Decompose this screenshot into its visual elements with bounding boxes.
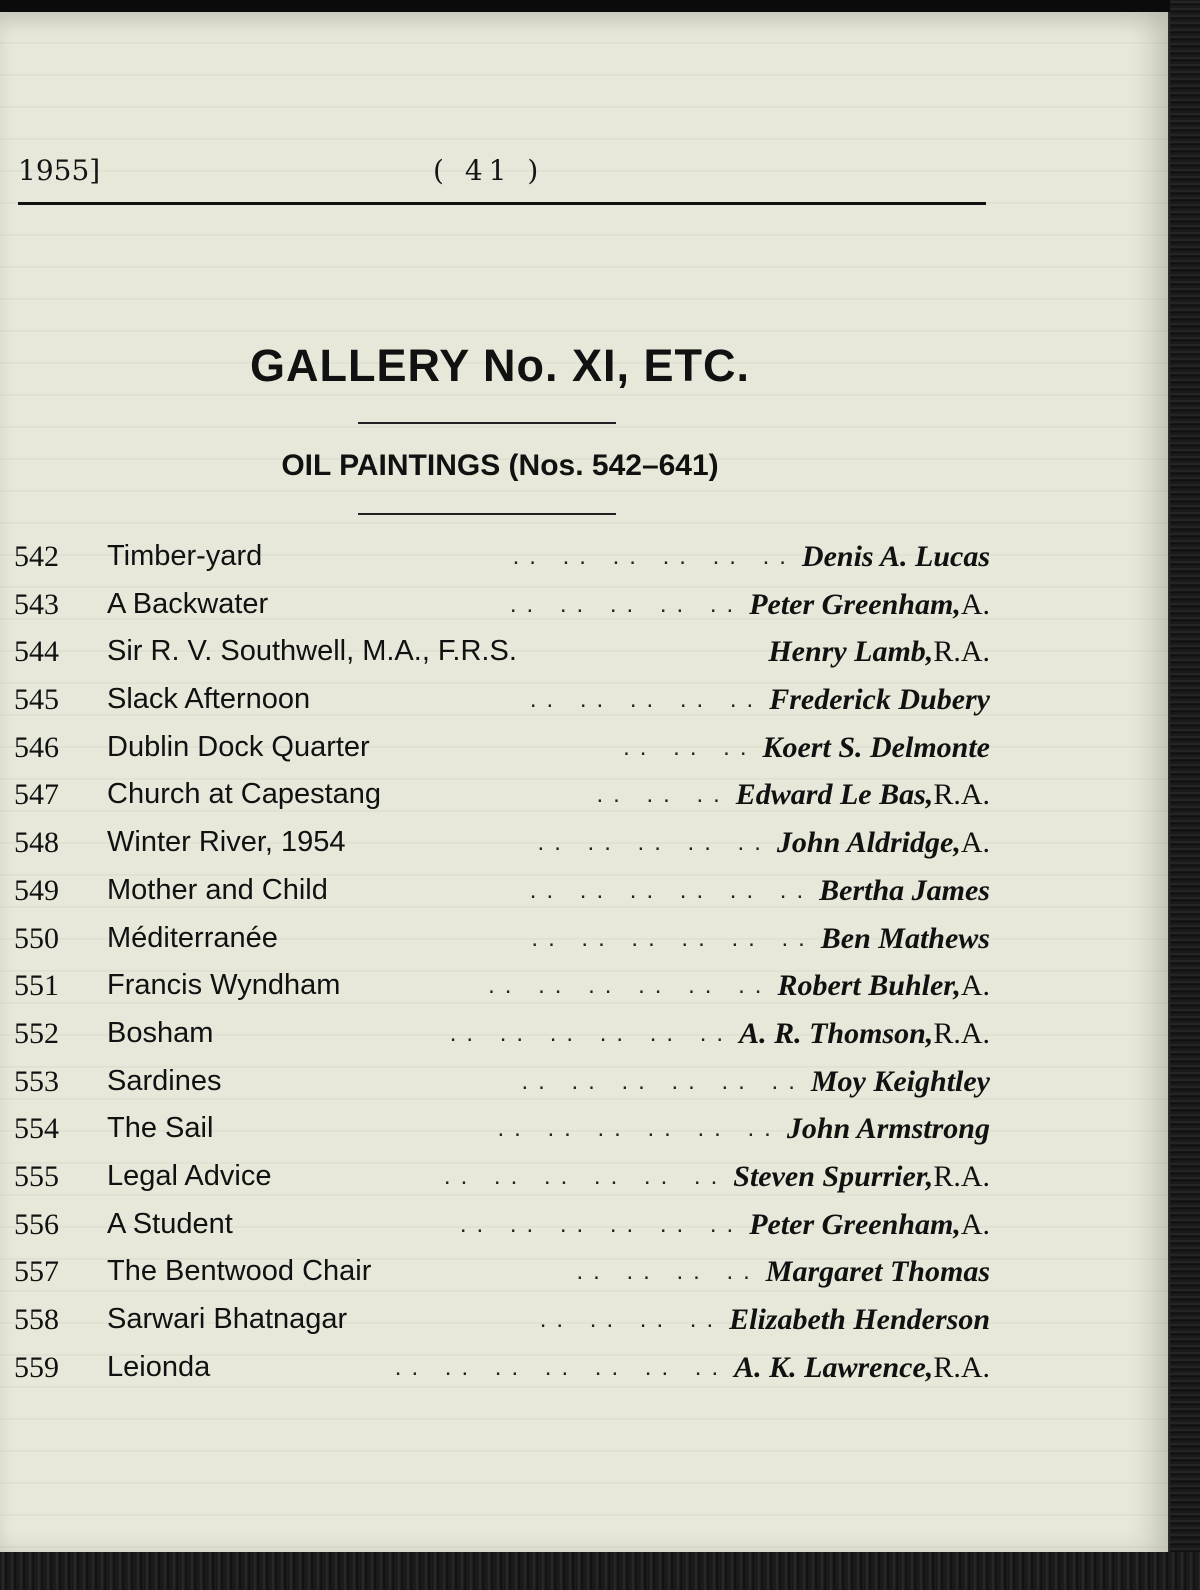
page-number: ( 41 ) (433, 154, 545, 187)
catalogue-page (0, 12, 1170, 1552)
entry-number: 558 (14, 1303, 59, 1336)
artist-honour: A. (960, 969, 990, 1003)
artist-honour: R.A. (933, 1016, 990, 1050)
artist-name: Margaret Thomas (765, 1255, 990, 1289)
title-rule (358, 422, 616, 424)
leader-dots: .. .. .. (596, 781, 730, 809)
painting-entry-545 (14, 676, 990, 724)
artist-name: John Aldridge, (776, 826, 961, 860)
artist-name: Steven Spurrier, (733, 1159, 934, 1193)
painting-entry-549 (14, 867, 990, 915)
artist-name: Moy Keightley (810, 1064, 990, 1098)
book-page-edges-bottom (0, 1552, 1200, 1590)
painting-title: Sir R. V. Southwell, M.A., F.R.S. (107, 635, 517, 668)
entry-number: 545 (14, 683, 59, 717)
artist-honour: R.A. (933, 1350, 990, 1384)
artist-name: Koert S. Delmonte (762, 730, 990, 764)
painting-entry-548 (14, 819, 990, 867)
entry-number: 555 (14, 1159, 59, 1193)
entry-number: 551 (14, 969, 59, 1003)
entry-number: 556 (14, 1207, 59, 1241)
section-subtitle: OIL PAINTINGS (Nos. 542–641) (281, 449, 719, 482)
leader-dots: .. .. .. .. .. .. (521, 1067, 805, 1095)
painting-title: Sardines (107, 1064, 222, 1097)
leader-dots: .. .. .. .. (539, 1306, 724, 1333)
painting-entry-542 (14, 533, 990, 581)
artist-name: Edward Le Bas, (735, 778, 934, 812)
painting-title: Legal Advice (107, 1159, 272, 1192)
painting-title: Slack Afternoon (107, 683, 311, 716)
painting-title: The Bentwood Chair (107, 1255, 372, 1288)
artist-name: Elizabeth Henderson (729, 1303, 990, 1336)
painting-title: Winter River, 1954 (107, 826, 346, 859)
leader-dots: .. .. .. .. .. .. (443, 1162, 728, 1190)
painting-title: Dublin Dock Quarter (107, 730, 370, 763)
subtitle-rule (358, 513, 616, 515)
painting-entry-552 (14, 1010, 990, 1058)
leader-dots: .. .. .. .. .. .. (488, 972, 772, 1000)
leader-dots: .. .. .. .. .. .. (459, 1210, 744, 1238)
painting-entry-554 (14, 1105, 990, 1153)
header-rule (18, 202, 986, 205)
painting-title: The Sail (107, 1112, 214, 1145)
leader-dots: .. .. .. .. .. (509, 590, 744, 618)
entry-number: 542 (14, 540, 59, 573)
painting-entry-557 (14, 1248, 990, 1296)
artist-honour: A. (960, 587, 990, 621)
painting-entry-559 (14, 1344, 990, 1392)
painting-entry-558 (14, 1296, 990, 1344)
entry-number: 557 (14, 1255, 59, 1289)
entry-number: 554 (14, 1112, 59, 1146)
artist-honour: R.A. (933, 778, 990, 812)
book-page-edges-right (1170, 0, 1200, 1590)
leader-dots: .. .. .. (623, 733, 757, 761)
artist-name: A. K. Lawrence, (734, 1350, 934, 1384)
painting-title: Mother and Child (107, 873, 328, 906)
painting-list (14, 533, 990, 1391)
entry-number: 546 (14, 730, 59, 764)
entry-number: 544 (14, 635, 59, 669)
artist-honour: A. (960, 826, 990, 860)
leader-dots: .. .. .. .. .. .. (512, 543, 796, 570)
artist-honour: A. (960, 1207, 990, 1241)
artist-name: Henry Lamb, (768, 635, 934, 669)
artist-name: Peter Greenham, (749, 587, 961, 621)
leader-dots: .. .. .. .. .. (529, 686, 764, 714)
leader-dots: .. .. .. .. .. .. .. (394, 1353, 729, 1381)
leader-dots: .. .. .. .. .. (537, 829, 771, 857)
header-year: 1955] (18, 154, 101, 187)
entry-number: 552 (14, 1016, 59, 1050)
painting-entry-556 (14, 1201, 990, 1249)
leader-dots: .. .. .. .. .. .. (497, 1115, 781, 1143)
painting-title: Francis Wyndham (107, 969, 341, 1002)
painting-entry-546 (14, 724, 990, 772)
running-header (18, 154, 986, 198)
painting-entry-551 (14, 962, 990, 1010)
leader-dots: .. .. .. .. .. .. (531, 924, 815, 952)
painting-entry-553 (14, 1058, 990, 1106)
artist-name: A. R. Thomson, (739, 1016, 934, 1050)
artist-name: Peter Greenham, (749, 1207, 961, 1241)
artist-name: Denis A. Lucas (801, 540, 990, 573)
artist-name: John Armstrong (786, 1112, 990, 1146)
artist-honour: R.A. (933, 635, 990, 669)
entry-number: 550 (14, 921, 59, 955)
artist-name: Frederick Dubery (769, 683, 990, 717)
painting-title: A Student (107, 1207, 233, 1240)
artist-name: Bertha James (819, 873, 990, 907)
artist-name: Robert Buhler, (777, 969, 961, 1003)
painting-title: Bosham (107, 1016, 214, 1049)
entry-number: 547 (14, 778, 59, 812)
leader-dots: .. .. .. .. .. .. (529, 876, 814, 904)
painting-entry-543 (14, 581, 990, 629)
leader-dots: .. .. .. .. .. .. (449, 1019, 734, 1047)
painting-entry-550 (14, 915, 990, 963)
entry-number: 549 (14, 873, 59, 907)
painting-title: Sarwari Bhatnagar (107, 1303, 348, 1335)
painting-entry-544 (14, 628, 990, 676)
painting-title: Church at Capestang (107, 778, 382, 811)
entry-number: 559 (14, 1350, 59, 1384)
painting-title: A Backwater (107, 587, 269, 620)
painting-entry-547 (14, 771, 990, 819)
painting-title: Méditerranée (107, 921, 278, 954)
page-title: GALLERY No. XI, ETC. (249, 340, 751, 391)
entry-number: 548 (14, 826, 59, 860)
entry-number: 543 (14, 587, 59, 621)
entry-number: 553 (14, 1064, 59, 1098)
painting-title: Timber-yard (107, 540, 263, 572)
artist-name: Ben Mathews (820, 921, 990, 955)
painting-entry-555 (14, 1153, 990, 1201)
artist-honour: R.A. (933, 1159, 990, 1193)
painting-title: Leionda (107, 1350, 211, 1383)
leader-dots: .. .. .. .. (576, 1258, 760, 1286)
